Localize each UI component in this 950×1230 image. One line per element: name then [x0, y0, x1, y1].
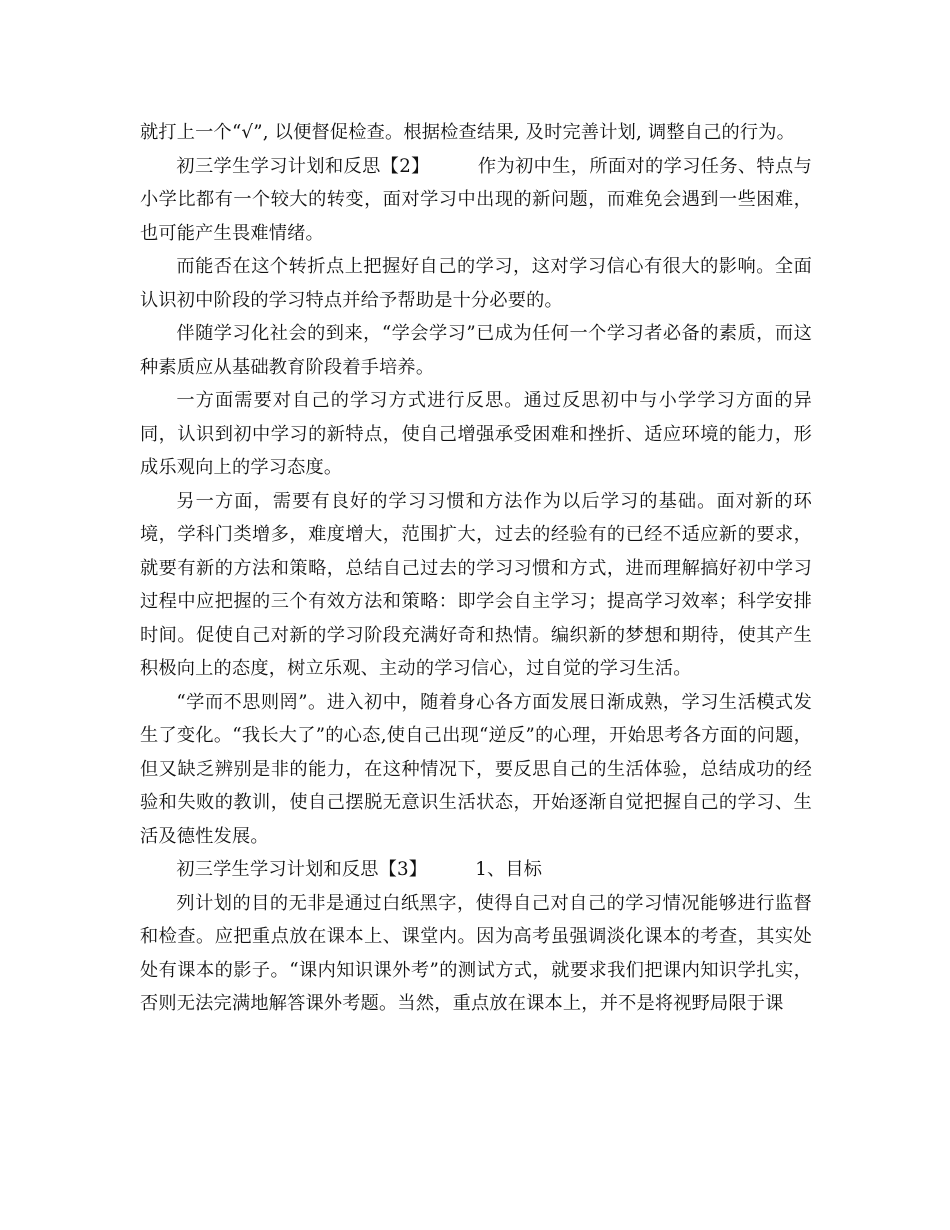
paragraph-6: 另一方面，需要有良好的学习习惯和方法作为以后学习的基础。面对新的环境，学科门类增多，难度增大，范围扩大，过去的经验有的已经不适应新的要求，就要有新的方法和策略，总结自己过去的学习习惯和方式，进而理解搞好初中学习过程中应把握的三个有效方法和策略：即学会自主学习；提高学习效率；科学安排时间。促使自己对新的学习阶段充满好奇和热情。编织新的梦想和期待，使其产生积极向上的态度，树立乐观、主动的学习信心，过自觉的学习生活。 [140, 490, 812, 679]
paragraph-3: 而能否在这个转折点上把握好自己的学习，这对学习信心有很大的影响。全面认识初中阶段的学习特点并给予帮助是十分必要的。 [140, 256, 812, 311]
paragraph-4: 伴随学习化社会的到来，“学会学习”已成为任何一个学习者必备的素质，而这种素质应从基础教育阶段着手培养。 [140, 323, 812, 378]
paragraph-7: “学而不思则罔”。进入初中，随着身心各方面发展日渐成熟，学习生活模式发生了变化。“我长大了”的心态,使自己出现“逆反”的心理，开始思考各方面的问题，但又缺乏辨别是非的能力，在这种情况下，要反思自己的生活体验，总结成功的经验和失败的教训，使自己摆脱无意识生活状态，开始逐渐自觉把握自己的学习、生活及德性发展。 [140, 691, 812, 847]
paragraph-8-text: 1、目标 [475, 859, 543, 880]
paragraph-2-text: 作为初中生，所面对的学习任务、特点与小学比都有一个较大的转变，面对学习中出现的新问题，而难免会遇到一些困难，也可能产生畏难情绪。 [140, 155, 812, 244]
paragraph-1: 就打上一个“√”, 以便督促检查。根据检查结果, 及时完善计划, 调整自己的行为。 [140, 122, 796, 143]
paragraph-8 [140, 853, 812, 887]
section-heading-2: 初三学生学习计划和反思【2】 [176, 155, 430, 177]
section-heading-3: 初三学生学习计划和反思【3】 [176, 859, 428, 880]
document-body [140, 116, 812, 1021]
paragraph-5: 一方面需要对自己的学习方式进行反思。通过反思初中与小学学习方面的异同，认识到初中学习的新特点，使自己增强承受困难和挫折、适应环境的能力，形成乐观向上的学习态度。 [140, 390, 812, 478]
paragraph-2 [140, 150, 812, 251]
paragraph-9: 列计划的目的无非是通过白纸黑字，使得自己对自己的学习情况能够进行监督和检查。应把重点放在课本上、课堂内。因为高考虽强调淡化课本的考查，其实处处有课本的影子。“课内知识课外考”的测试方式，就要求我们把课内知识学扎实，否则无法完满地解答课外考题。当然，重点放在课本上，并不是将视野局限于课 [140, 892, 812, 1014]
